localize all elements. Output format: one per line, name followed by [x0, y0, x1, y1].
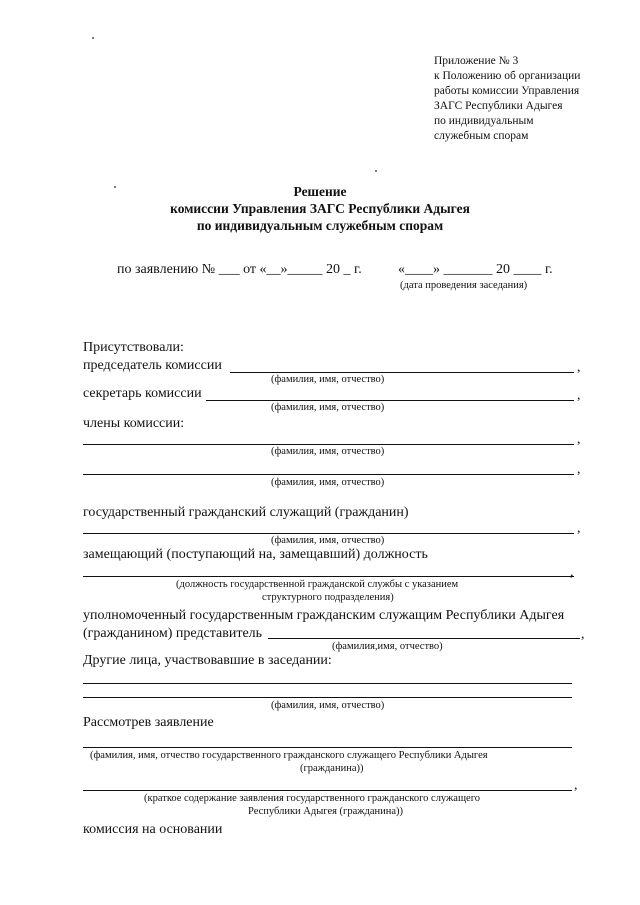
fio-caption: (фамилия,имя, отчество): [332, 641, 443, 652]
member-field[interactable]: [83, 474, 574, 475]
appendix-note: [434, 54, 580, 144]
servant-fio-caption: (гражданина)): [300, 763, 364, 774]
position-caption: (должность государственной гражданской службы с указанием: [176, 579, 459, 590]
chairman-field[interactable]: [230, 372, 574, 373]
fio-caption: (фамилия, имя, отчество): [271, 402, 385, 413]
appendix-line: работы комиссии Управления: [434, 85, 580, 97]
comma: ,: [581, 627, 585, 642]
document-subtitle-1: комиссии Управления ЗАГС Республики Адыгея: [170, 201, 470, 216]
comma: ,: [577, 462, 581, 477]
fio-caption: (фамилия, имя, отчество): [271, 446, 385, 457]
position-caption: структурного подразделения): [262, 592, 394, 603]
fio-caption: (фамилия, имя, отчество): [271, 535, 385, 546]
meeting-date: «____» _______ 20 ____ г.: [398, 262, 553, 277]
summary-caption: Республики Адыгея (гражданина)): [248, 806, 404, 817]
chairman-label: председатель комиссии: [83, 358, 222, 373]
document-subtitle-2: по индивидуальным служебным спорам: [196, 218, 444, 233]
secretary-field[interactable]: [206, 400, 574, 401]
summary-field[interactable]: [83, 790, 572, 791]
considered-label: Рассмотрев заявление: [83, 715, 214, 730]
comma: ,: [577, 521, 581, 536]
comma: ,: [577, 388, 581, 403]
representative-field[interactable]: [268, 638, 580, 639]
basis-label: комиссия на основании: [83, 822, 223, 837]
applicant-field[interactable]: [83, 747, 572, 748]
servant-fio-caption: (фамилия, имя, отчество государственного гражданского служащего Республики Адыгея: [90, 750, 488, 761]
comma: ,: [577, 360, 581, 375]
summary-caption: (краткое содержание заявления государственного гражданского служащего: [144, 793, 480, 804]
appendix-line: к Положению об организации: [434, 70, 581, 82]
representative-label: (гражданином) представитель: [83, 626, 263, 641]
comma: ,: [577, 432, 581, 447]
position-label: замещающий (поступающий на, замещавший) должность: [83, 547, 428, 562]
meeting-date-caption: (дата проведения заседания): [400, 280, 528, 291]
position-field[interactable]: [83, 576, 574, 577]
civil-servant-label: государственный гражданский служащий (гражданин): [83, 505, 409, 520]
document-title: Решение: [293, 184, 347, 199]
others-field[interactable]: [83, 683, 572, 684]
fio-caption: (фамилия, имя, отчество): [271, 374, 385, 385]
others-field[interactable]: [83, 697, 572, 698]
application-reference: по заявлению № ___ от «__»_____ 20 _ г.: [117, 262, 362, 277]
members-label: члены комиссии:: [83, 416, 185, 431]
comma: ,: [574, 778, 578, 793]
appendix-line: служебным спорам: [434, 130, 529, 142]
appendix-line: по индивидуальным: [434, 115, 534, 127]
others-label: Другие лица, участвовавшие в заседании:: [83, 653, 332, 668]
civil-servant-field[interactable]: [83, 533, 574, 534]
fio-caption: (фамилия, имя, отчество): [271, 477, 385, 488]
comma: ,: [570, 565, 574, 580]
appendix-line: ЗАГС Республики Адыгея: [434, 100, 563, 112]
scan-dot: [92, 37, 94, 39]
fio-caption: (фамилия, имя, отчество): [271, 700, 385, 711]
member-field[interactable]: [83, 444, 574, 445]
scan-dot: [375, 170, 377, 172]
secretary-label: секретарь комиссии: [83, 386, 202, 401]
representative-label: уполномоченный государственным гражданским служащим Республики Адыгея: [83, 608, 565, 623]
appendix-line: Приложение № 3: [434, 55, 519, 67]
present-label: Присутствовали:: [83, 340, 184, 355]
